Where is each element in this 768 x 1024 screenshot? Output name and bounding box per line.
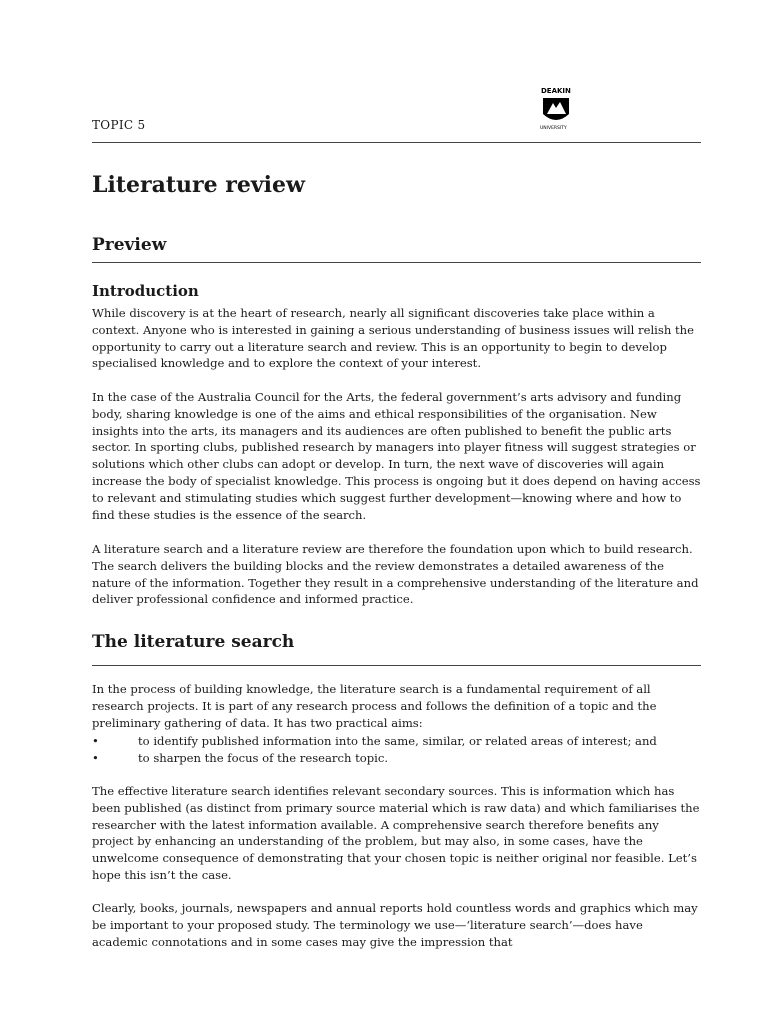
page-title: Literature review <box>92 172 305 198</box>
intro-paragraph-1: While discovery is at the heart of research, nearly all significant discoveries take place within a context. Anyone who is interested in gaining a serious understanding of business issues will relish the opportunity to carry out a literature search and review. This is an opportunity to begin to develop specialised knowledge and to explore the context of your interest. <box>92 306 694 371</box>
intro-paragraph-2: In the case of the Australia Council for the Arts, the federal government’s arts advisory and funding body, sharing knowledge is one of the aims and ethical responsibilities of the organisation. New insights into the arts, its managers and its audiences are often published to benefit the public arts sector. In sporting clubs, published research by managers into player fitness will suggest strategies or solutions which other clubs can adopt or develop. In turn, the next wave of discoveries will again increase the body of specialist knowledge. This process is ongoing but it does depend on having access to relevant and stimulating studies which suggest further development—knowing where and how to find these studies is the essence of the search. <box>92 390 701 522</box>
intro-paragraph-3: A literature search and a literature review are therefore the foundation upon which to build research. The search delivers the building blocks and the review demonstrates a detailed awareness of the nature of the information. Together they result in a comprehensive understanding of the literature and deliver professional confidence and informed practice. <box>92 542 699 607</box>
logo-subtext: UNIVERSITY <box>540 126 567 130</box>
list-item <box>92 733 701 750</box>
preview-heading: Preview <box>92 235 167 255</box>
university-logo <box>539 84 573 130</box>
search-paragraph-1: In the process of building knowledge, the literature search is a fundamental requirement of all research projects. It is part of any research process and follows the definition of a topic and the preliminary gathering of data. It has two practical aims: <box>92 682 657 730</box>
search-paragraph-3: Clearly, books, journals, newspapers and annual reports hold countless words and graphics which may be important to your proposed study. The terminology we use—‘literature search’—does have academic connotations and in some cases may give the impression that <box>92 901 698 949</box>
preview-rule <box>92 262 701 263</box>
list-item-text: to identify published information into the same, similar, or related areas of interest; and <box>138 734 657 748</box>
search-paragraph-2: The effective literature search identifies relevant secondary sources. This is information which has been published (as distinct from primary source material which is raw data) and which familiarises the researcher with the latest information available. A comprehensive search therefore benefits any project by enhancing an understanding of the problem, but may also, in some cases, have the unwelcome consequence of demonstrating that your chosen topic is neither original nor feasible. Let’s hope this isn’t the case. <box>92 784 700 882</box>
list-item <box>92 750 701 767</box>
header-rule <box>92 142 701 143</box>
literature-search-rule <box>92 665 701 666</box>
page-header <box>92 84 701 144</box>
list-item-text: to sharpen the focus of the research topic. <box>138 750 389 765</box>
bullet-icon: • <box>92 750 99 765</box>
literature-search-heading: The literature search <box>92 632 295 652</box>
introduction-heading: Introduction <box>92 282 199 300</box>
topic-label: TOPIC 5 <box>92 118 146 132</box>
bullet-icon: • <box>92 734 99 748</box>
aims-list <box>92 733 701 767</box>
logo-text: DEAKIN <box>541 87 571 95</box>
